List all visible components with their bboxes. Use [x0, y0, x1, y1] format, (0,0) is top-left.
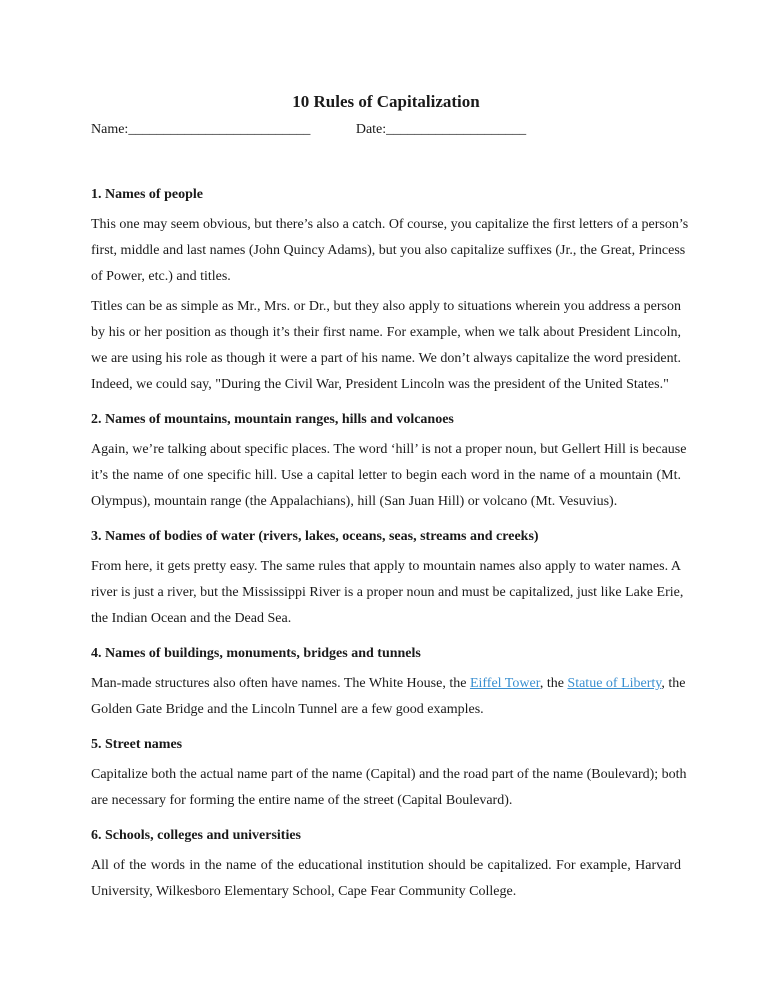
text-line: we are using his role as though it were a part of his name. We don’t always capitalize the word president.	[91, 351, 681, 366]
section-heading: 6. Schools, colleges and universities	[91, 828, 302, 843]
document-page	[91, 90, 689, 905]
section-heading: 1. Names of people	[91, 187, 203, 202]
section-heading: 5. Street names	[91, 737, 183, 752]
rules-list	[91, 182, 689, 905]
text-line: the Indian Ocean and the Dead Sea.	[91, 611, 292, 626]
text-line: From here, it gets pretty easy. The same rules that apply to mountain names also apply to water names. A	[91, 559, 681, 574]
section-heading: 3. Names of bodies of water (rivers, lakes, oceans, seas, streams and creeks)	[91, 529, 539, 544]
paragraph	[91, 853, 681, 905]
inline-link[interactable]: Eiffel Tower	[469, 676, 540, 691]
text-line: river is just a river, but the Mississippi River is a proper noun and must be capitalized, just like Lake Erie,	[91, 585, 684, 600]
document-title: 10 Rules of Capitalization	[292, 92, 480, 111]
text-line: All of the words in the name of the educational institution should be capitalized. For example, Harvard	[91, 858, 681, 873]
name-field[interactable]: Name:__________________________	[91, 122, 311, 137]
inline-link[interactable]: Statue of Liberty	[567, 676, 662, 691]
text-line: it’s the name of one specific hill. Use a capital letter to begin each word in the name of a mountain (Mt.	[91, 468, 681, 483]
text-line: Capitalize both the actual name part of the name (Capital) and the road part of the name (Boulevard); both	[91, 767, 687, 782]
paragraph	[91, 437, 687, 515]
text-line: Titles can be as simple as Mr., Mrs. or Dr., but they also apply to situations wherein you address a person	[91, 299, 681, 314]
text-line: Olympus), mountain range (the Appalachians), hill (San Juan Hill) or volcano (Mt. Vesuvius).	[91, 494, 618, 509]
text-line: of Power, etc.) and titles.	[91, 269, 231, 284]
text-segment: Man-made structures also often have names. The White House, the	[91, 676, 470, 691]
text-segment: , the	[661, 676, 686, 691]
text-line: Again, we’re talking about specific places. The word ‘hill’ is not a proper noun, but Gellert Hill is because	[91, 442, 687, 457]
paragraph	[91, 554, 684, 632]
text-line: University, Wilkesboro Elementary School, Cape Fear Community College.	[91, 884, 517, 899]
paragraph	[91, 671, 686, 723]
section-heading: 2. Names of mountains, mountain ranges, hills and volcanoes	[91, 412, 454, 427]
text-line: Golden Gate Bridge and the Lincoln Tunnel are a few good examples.	[91, 702, 484, 717]
text-line: Indeed, we could say, "During the Civil War, President Lincoln was the president of the United States."	[91, 377, 669, 392]
text-line: are necessary for forming the entire name of the street (Capital Boulevard).	[91, 793, 513, 808]
text-line	[91, 671, 686, 697]
text-segment: , the	[539, 676, 568, 691]
paragraph	[91, 212, 689, 290]
paragraph	[91, 294, 681, 398]
text-line: first, middle and last names (John Quincy Adams), but you also capitalize suffixes (Jr., the Great, Princess	[91, 243, 686, 258]
section-heading: 4. Names of buildings, monuments, bridges and tunnels	[91, 646, 421, 661]
paragraph	[91, 762, 687, 814]
text-line: This one may seem obvious, but there’s also a catch. Of course, you capitalize the first letters of a person’s	[91, 217, 689, 232]
name-date-fields	[91, 118, 681, 142]
text-line: by his or her position as though it’s their first name. For example, when we talk about President Lincoln,	[91, 325, 681, 340]
date-field[interactable]: Date:____________________	[355, 122, 527, 137]
